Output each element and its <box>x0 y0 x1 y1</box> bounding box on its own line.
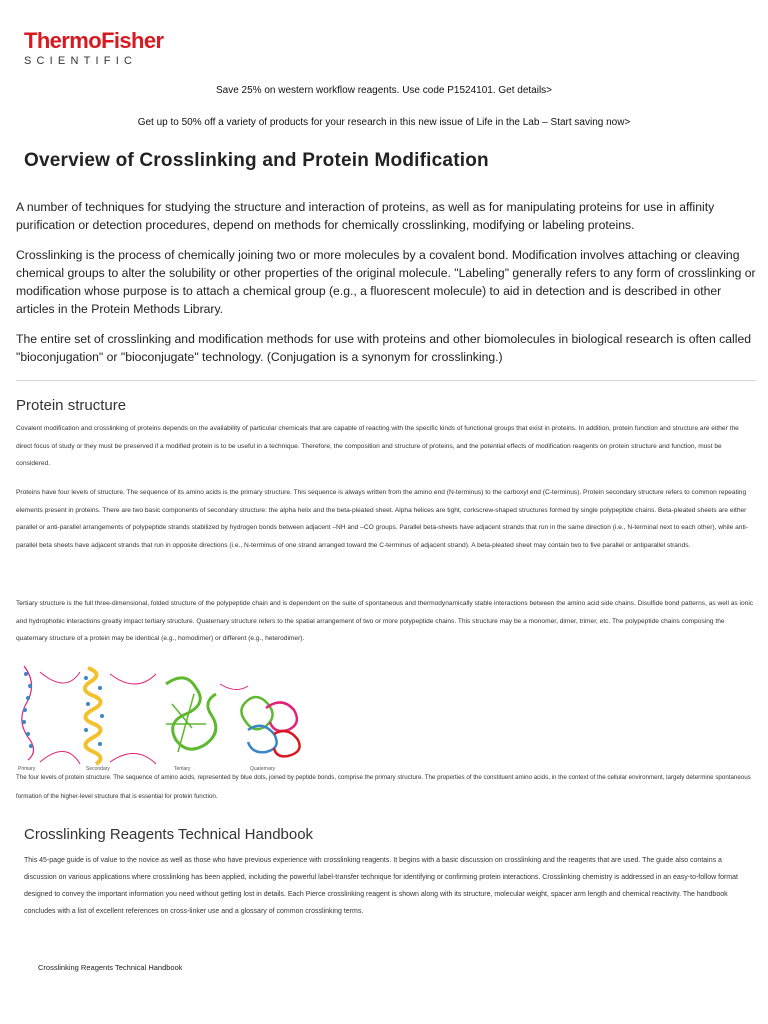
tertiary-structure-image <box>166 678 216 752</box>
protein-structure-paragraph: Tertiary structure is the full three-dimensional, folded structure of the polypeptide chain and is dependent on the suite of spontaneous and thermodynamically stable interactions between the amino acid side chains. Disulfide bond patterns, as well as ionic and hydrophobic interactions greatly impact tertiary structure. Quaternary structure refers to the spatial arrangement of two or more polypeptide chains. This structure may be a monomer, dimer, trimer, etc. The polypeptide chains composing the quaternary structure of a protein may be identical (e.g., homodimer) or different (e.g., heterodimer). <box>16 600 754 642</box>
primary-structure-image <box>22 666 34 760</box>
intro-paragraph: A number of techniques for studying the structure and interaction of proteins, as well as for manipulating proteins for use in affinity purification or detection procedures, depend on methods for chemically crosslinking, modifying or labeling proteins. <box>16 200 715 232</box>
intro-paragraph: Crosslinking is the process of chemically joining two or more molecules by a covalent bond. Modification involves attaching or cleaving chemical groups to alter the solubility or other properties of the original molecule. "Labeling" generally refers to any form of crosslinking or modification whose purpose is to attach a chemical group (e.g., a fluorescent molecule) to aid in detection and is described in other articles in the Protein Methods Library. <box>16 248 756 316</box>
promo-banner-western[interactable]: Save 25% on western workflow reagents. Use code P1524101. Get details> <box>215 85 553 96</box>
promo-banner-life-in-the-lab[interactable]: Get up to 50% off a variety of products for your research in this new issue of Life in the Lab – Start saving now> <box>137 117 631 128</box>
intro-paragraph: The entire set of crosslinking and modification methods for use with proteins and other biomolecules in biological research is often called "bioconjugation" or "bioconjugate" technology. (Conjugation is a synonym for crosslinking.) <box>16 332 752 364</box>
figure-caption: The four levels of protein structure. The sequence of amino acids, represented by blue dots, joined by peptide bonds, comprise the primary structure. The properties of the constituent amino acids, in the context of the cellular environment, largely determine spontaneous formation of the higher-level structure that is essential for protein function. <box>16 774 751 800</box>
quaternary-structure-image <box>241 697 299 756</box>
logo-wordmark: ThermoFisher <box>24 28 164 53</box>
logo-subtitle: SCIENTIFIC <box>24 55 138 67</box>
figure-label-tertiary: Tertiary <box>174 766 191 772</box>
figure-label-primary: Primary <box>18 766 36 772</box>
protein-structure-levels-figure <box>16 664 306 772</box>
thermofisher-logo[interactable] <box>24 30 164 68</box>
handbook-heading: Crosslinking Reagents Technical Handbook <box>24 826 314 843</box>
page-title: Overview of Crosslinking and Protein Modification <box>24 150 489 171</box>
figure-label-secondary: Secondary <box>86 766 110 772</box>
figure-label-quaternary: Quaternary <box>250 766 276 772</box>
secondary-structure-image <box>84 668 104 764</box>
section-divider <box>16 380 756 381</box>
protein-structure-heading: Protein structure <box>16 397 127 414</box>
handbook-description: This 45-page guide is of value to the novice as well as those who have previous experience with crosslinking reagents. It begins with a basic discussion on crosslinking and the reagents that are used. The guide also contains a discussion on various applications where crosslinking has been applied, including the powerful label-transfer technique for identifying or confirming protein interactions. Crosslinking chemistry is addressed in an easy-to-follow format designed to convey the important information you need without getting lost in details. Each Pierce crosslinking reagent is shown along with its structure, molecular weight, spacer arm length and chemical reactivity. The handbook concludes with a list of excellent references on cross-linker use and a glossary of common crosslinking terms. <box>24 857 738 915</box>
handbook-link[interactable]: Crosslinking Reagents Technical Handbook <box>38 963 183 972</box>
protein-structure-paragraph: Covalent modification and crosslinking of proteins depends on the availability of particular chemicals that are capable of reacting with the specific kinds of functional groups that exist in proteins. In addition, protein function and structure are either the direct focus of study or they must be preserved if a modified protein is to be useful in a technique. Therefore, the composition and structure of proteins, and the potential effects of modification reagents on protein structure and function, must be considered. <box>16 425 739 467</box>
protein-structure-paragraph: Proteins have four levels of structure. The sequence of its amino acids is the primary structure. This sequence is always written from the amino end (N-terminus) to the carboxyl end (C-terminus). Protein secondary structure refers to common repeating elements present in proteins. There are two basic components of secondary structure: the alpha helix and the beta-pleated sheet. Alpha helices are tight, corkscrew-shaped structures formed by single polypeptide chains. Beta-pleated sheets are either parallel or anti-parallel arrangements of polypeptide strands stabilized by hydrogen bonds between adjacent –NH and –CO groups. Parallel beta-sheets have adjacent strands that run in the same direction (i.e., N-terminal next to each other), while anti-parallel beta sheets have adjacent strands that run in opposite directions (i.e., N-terminus of one strand arranged toward the C-terminus of adjacent strand). A beta-pleated sheet may contain two to five parallel or antiparallel strands. <box>16 489 748 549</box>
